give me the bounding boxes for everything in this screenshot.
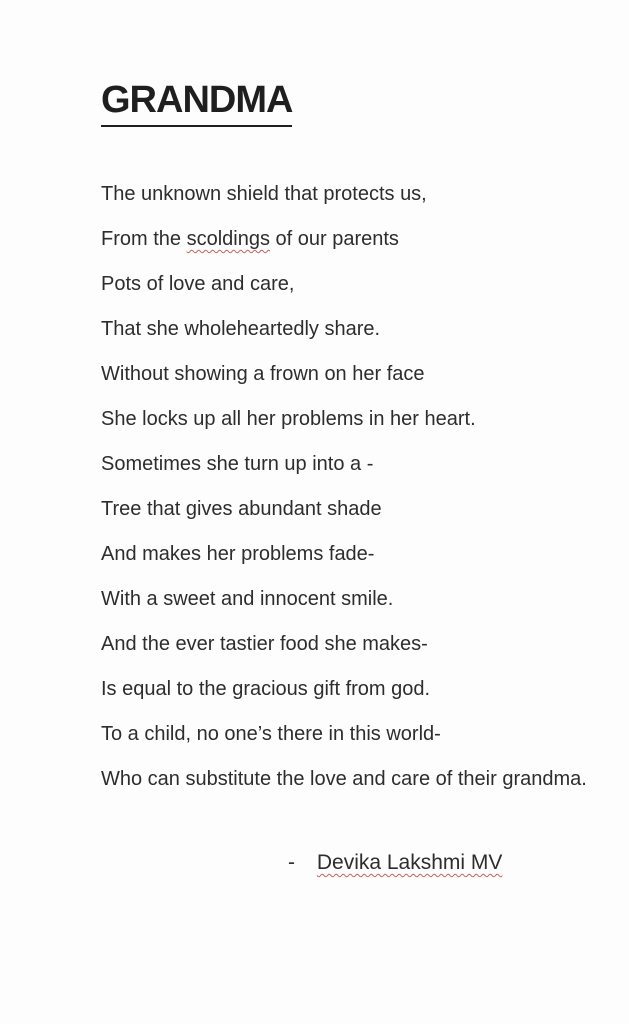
attribution (288, 848, 502, 878)
poem-line-text: That she wholeheartedly share. (101, 318, 381, 340)
poem-body (101, 172, 611, 802)
author-name: Devika Lakshmi MV (316, 851, 503, 874)
poem-line-text: The unknown shield that protects us, (101, 183, 427, 205)
poem-line (101, 577, 611, 622)
poem-title-text: GRANDMA (101, 78, 292, 127)
poem-line (101, 262, 611, 307)
poem-line-text: And the ever tastier food she makes- (101, 633, 428, 655)
poem-line (101, 397, 611, 442)
poem-line-text: To a child, no one’s there in this world- (101, 723, 441, 745)
poem-line-text: With a sweet and innocent smile. (101, 588, 394, 610)
poem-line (101, 172, 611, 217)
poem-line-text: Is equal to the gracious gift from god. (101, 678, 431, 700)
poem-line (101, 712, 611, 757)
poem-line-text: Who can substitute the love and care of their grandma. (101, 768, 587, 790)
poem-line-text: And makes her problems fade- (101, 543, 375, 565)
poem-line (101, 307, 611, 352)
poem-line-text: From the (101, 228, 187, 250)
poem-line-text: She locks up all her problems in her heart. (101, 408, 476, 430)
poem-line-text: Without showing a frown on her face (101, 363, 425, 385)
attribution-dash: - (288, 851, 295, 874)
poem-line (101, 757, 611, 802)
poem-line (101, 442, 611, 487)
poem-line (101, 667, 611, 712)
poem-line (101, 217, 611, 262)
poem-line (101, 532, 611, 577)
poem-line-text: Pots of love and care, (101, 273, 295, 295)
poem-line (101, 622, 611, 667)
poem-title (101, 78, 292, 127)
poem-line-text: Tree that gives abundant shade (101, 498, 382, 520)
poem-line (101, 487, 611, 532)
poem-line (101, 352, 611, 397)
poem-line-text: Sometimes she turn up into a - (101, 453, 374, 475)
poem-line-text: of our parents (269, 228, 399, 250)
misspelled-word: scoldings (186, 228, 270, 250)
